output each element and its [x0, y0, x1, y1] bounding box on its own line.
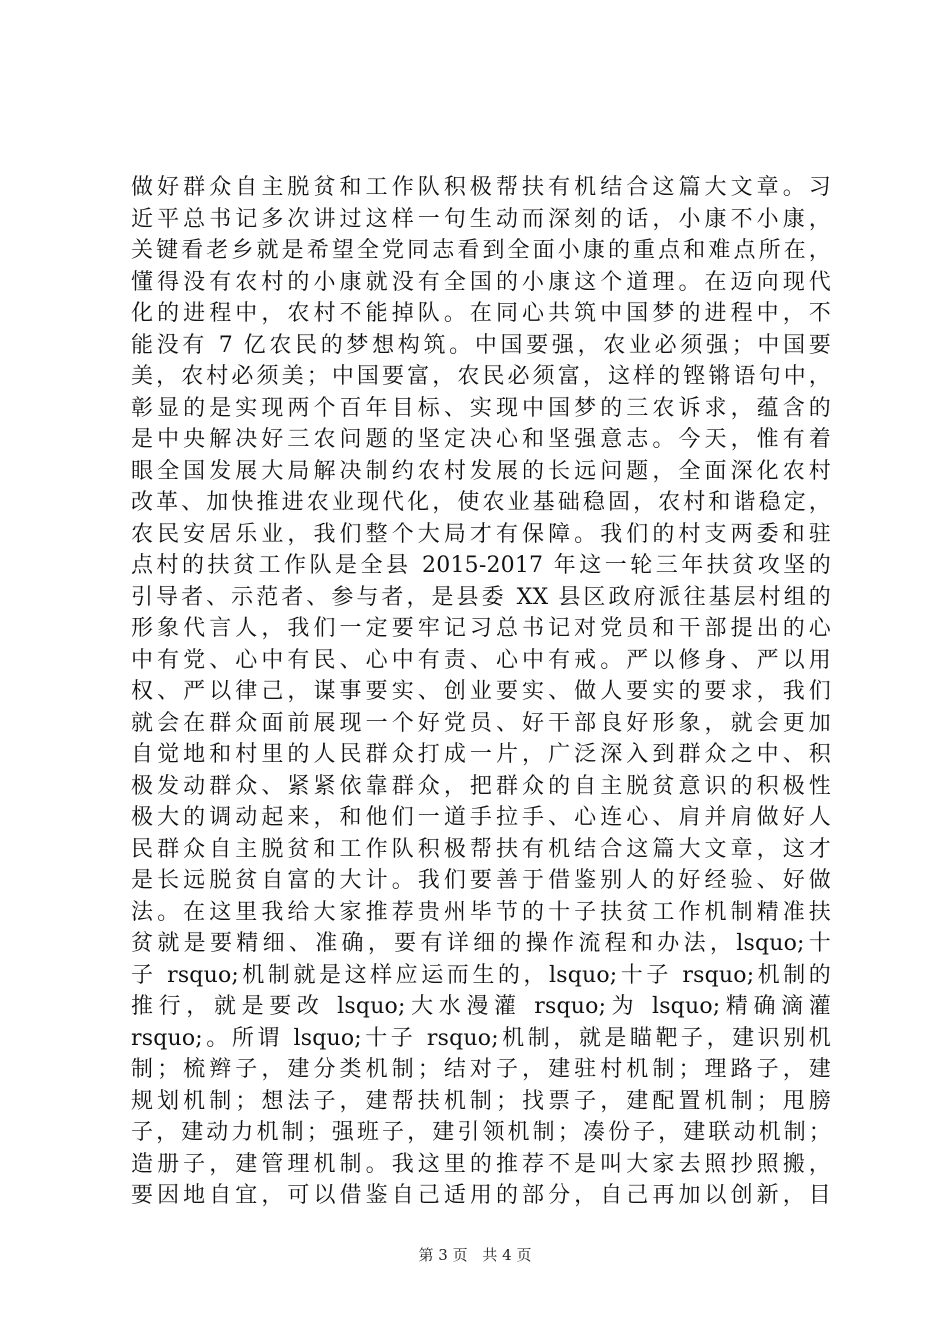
text-line: 造册子，建管理机制。我这里的推荐不是叫大家去照抄照搬，	[131, 1151, 831, 1177]
text-line: 眼全国发展大局解决制约农村发展的长远问题，全面深化农村	[131, 458, 831, 484]
text-line: 农民安居乐业，我们整个大局才有保障。我们的村支两委和驻	[131, 521, 831, 547]
text-line: 能没有 7 亿农民的梦想构筑。中国要强，农业必须强；中国要	[131, 332, 831, 358]
text-line: 极大的调动起来，和他们一道手拉手、心连心、肩并肩做好人	[131, 805, 831, 830]
text-line: rsquo;。所谓 lsquo;十子 rsquo;机制，就是瞄靶子，建识别机	[131, 1025, 831, 1051]
body-text	[131, 172, 831, 1212]
text-line: 美，农村必须美；中国要富，农民必须富，这样的铿锵语句中，	[131, 364, 831, 389]
text-line: 推行，就是要改 lsquo;大水漫灌 rsquo;为 lsquo;精确滴灌	[131, 994, 831, 1019]
text-line: 化的进程中，农村不能掉队。在同心共筑中国梦的进程中，不	[131, 301, 831, 326]
text-line: 懂得没有农村的小康就没有全国的小康这个道理。在迈向现代	[131, 269, 831, 295]
text-line: 就会在群众面前展现一个好党员、好干部良好形象，就会更加	[131, 710, 831, 736]
text-line: 关键看老乡就是希望全党同志看到全面小康的重点和难点所在，	[131, 238, 831, 263]
text-line: 规划机制；想法子，建帮扶机制；找票子，建配置机制；甩膀	[131, 1088, 831, 1114]
text-line: 自觉地和村里的人民群众打成一片，广泛深入到群众之中、积	[131, 742, 831, 767]
text-line: 法。在这里我给大家推荐贵州毕节的十子扶贫工作机制精准扶	[131, 899, 831, 925]
text-line: 极发动群众、紧紧依靠群众，把群众的自主脱贫意识的积极性	[131, 773, 831, 799]
page-footer	[0, 1244, 950, 1265]
text-line: 近平总书记多次讲过这样一句生动而深刻的话，小康不小康，	[131, 206, 831, 232]
text-line: 子 rsquo;机制就是这样应运而生的，lsquo;十子 rsquo;机制的	[131, 962, 831, 988]
text-line: 点村的扶贫工作队是全县 2015-2017 年这一轮三年扶贫攻坚的	[131, 553, 831, 578]
page-number: 第 3 页	[418, 1246, 468, 1264]
text-line: 民群众自主脱贫和工作队积极帮扶有机结合这篇大文章，这才	[131, 836, 831, 862]
text-line: 要因地自宜，可以借鉴自己适用的部分，自己再加以创新，目	[131, 1183, 831, 1208]
text-line: 贫就是要精细、准确，要有详细的操作流程和办法，lsquo;十	[131, 931, 831, 956]
text-line: 是中央解决好三农问题的坚定决心和坚强意志。今天，惟有着	[131, 427, 831, 452]
text-line: 引导者、示范者、参与者，是县委 XX 县区政府派往基层村组的	[131, 584, 831, 610]
text-line: 彰显的是实现两个百年目标、实现中国梦的三农诉求，蕴含的	[131, 395, 831, 421]
page-total: 共 4 页	[482, 1246, 532, 1264]
text-line: 改革、加快推进农业现代化，使农业基础稳固，农村和谐稳定，	[131, 490, 831, 515]
text-line: 制；梳辫子，建分类机制；结对子，建驻村机制；理路子，建	[131, 1057, 831, 1082]
text-line: 权、严以律己，谋事要实、创业要实、做人要实的要求，我们	[131, 679, 831, 704]
text-line: 做好群众自主脱贫和工作队积极帮扶有机结合这篇大文章。习	[131, 175, 831, 200]
text-line: 形象代言人，我们一定要牢记习总书记对党员和干部提出的心	[131, 616, 831, 641]
text-line: 子，建动力机制；强班子，建引领机制；凑份子，建联动机制；	[131, 1120, 831, 1145]
text-line: 中有党、心中有民、心中有责、心中有戒。严以修身、严以用	[131, 647, 831, 673]
text-line: 是长远脱贫自富的大计。我们要善于借鉴别人的好经验、好做	[131, 868, 831, 893]
